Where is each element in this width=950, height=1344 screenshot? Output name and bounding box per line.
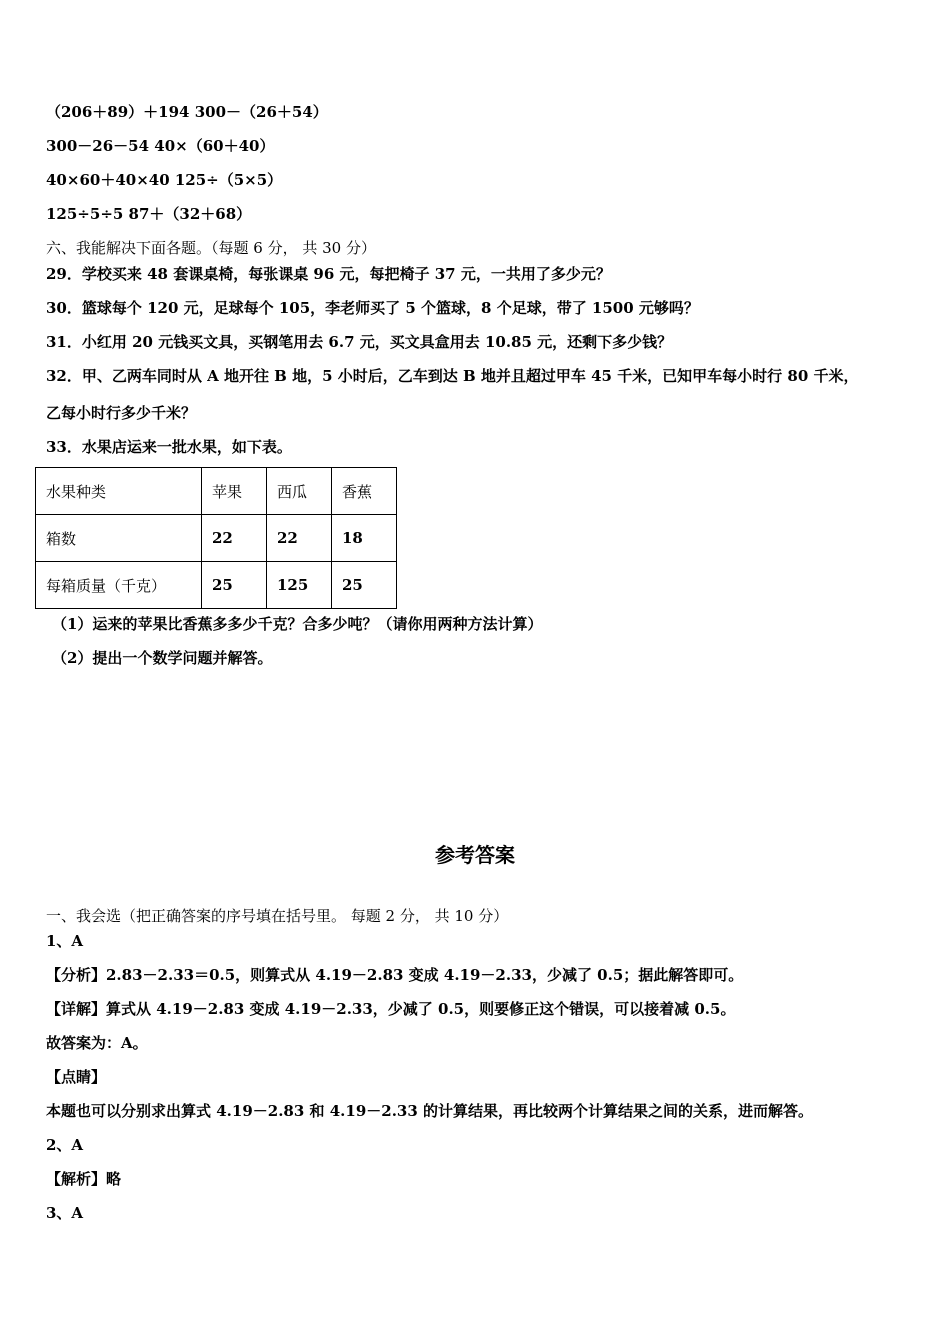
- answer-1-conclusion: 故答案为：A。: [46, 1034, 148, 1052]
- section6-heading: 六、我能解决下面各题。（每题 6 分， 共 30 分）: [46, 239, 376, 257]
- answer-2: 2、A: [46, 1136, 84, 1154]
- problem-32-line1: 32．甲、乙两车同时从 A 地开往 B 地，5 小时后，乙车到达 B 地并且超过甲车 45 千米，已知甲车每小时行 80 千米，: [46, 367, 859, 385]
- cell-apple-boxes: 22: [202, 515, 267, 562]
- cell-watermelon-weight: 125: [267, 562, 332, 609]
- header-fruit-type: 水果种类: [36, 468, 202, 515]
- header-watermelon: 西瓜: [267, 468, 332, 515]
- problem-30: 30．篮球每个 120 元，足球每个 105，李老师买了 5 个篮球，8 个足球，带了 1500 元够吗？: [46, 299, 699, 317]
- problem-33: 33．水果店运来一批水果，如下表。: [46, 438, 292, 456]
- header-apple: 苹果: [202, 468, 267, 515]
- table-row: [36, 515, 397, 562]
- header-banana: 香蕉: [332, 468, 397, 515]
- problem-29: 29．学校买来 48 套课桌椅，每张课桌 96 元，每把椅子 37 元，一共用了多少元？: [46, 265, 611, 283]
- answers-section1-heading: 一、我会选（把正确答案的序号填在括号里。 每题 2 分， 共 10 分）: [46, 907, 509, 925]
- answer-1-comment-label: 【点睛】: [46, 1068, 107, 1086]
- answer-1-comment: 本题也可以分别求出算式 4.19－2.83 和 4.19－2.33 的计算结果，再比较两个计算结果之间的关系，进而解答。: [46, 1102, 814, 1120]
- cell-banana-weight: 25: [332, 562, 397, 609]
- calc-line-2: 300－26－54 40×（60＋40）: [46, 137, 275, 155]
- answer-2-analysis: 【解析】略: [46, 1170, 122, 1188]
- answer-1: 1、A: [46, 932, 84, 950]
- q33-part-2: （2）提出一个数学问题并解答。: [52, 649, 273, 667]
- fruit-table: [35, 467, 397, 609]
- answer-3: 3、A: [46, 1204, 84, 1222]
- answer-1-analysis: 【分析】2.83－2.33＝0.5，则算式从 4.19－2.83 变成 4.19－2.33，少减了 0.5；据此解答即可。: [46, 966, 744, 984]
- q33-part-1: （1）运来的苹果比香蕉多多少千克？合多少吨？（请你用两种方法计算）: [52, 615, 543, 633]
- problem-31: 31．小红用 20 元钱买文具，买钢笔用去 6.7 元，买文具盒用去 10.85 元，还剩下多少钱？: [46, 333, 673, 351]
- table-row: [36, 562, 397, 609]
- table-header-row: [36, 468, 397, 515]
- problem-32-line2: 乙每小时行多少千米？: [46, 404, 197, 422]
- answer-1-detail: 【详解】算式从 4.19－2.83 变成 4.19－2.33，少减了 0.5，则要修正这个错误，可以接着减 0.5。: [46, 1000, 736, 1018]
- row-label-weight: 每箱质量（千克）: [36, 562, 202, 609]
- answers-title: 参考答案: [435, 843, 515, 867]
- cell-watermelon-boxes: 22: [267, 515, 332, 562]
- calc-line-3: 40×60＋40×40 125÷（5×5）: [46, 171, 283, 189]
- calc-line-4: 125÷5÷5 87＋（32＋68）: [46, 205, 252, 223]
- calc-line-1: （206＋89）＋194 300－（26＋54）: [46, 103, 328, 121]
- row-label-boxes: 箱数: [36, 515, 202, 562]
- cell-banana-boxes: 18: [332, 515, 397, 562]
- cell-apple-weight: 25: [202, 562, 267, 609]
